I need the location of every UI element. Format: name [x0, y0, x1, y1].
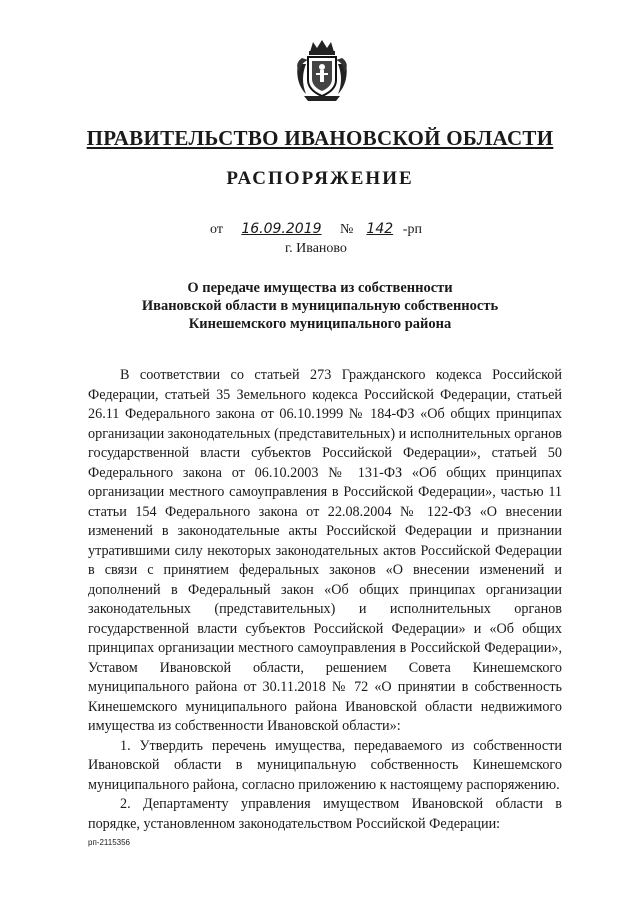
date-prefix: от — [210, 222, 223, 237]
item-2-paragraph: 2. Департаменту управления имуществом Ивановской области в порядке, установленном законодательством Российской Федерации: — [88, 796, 562, 832]
subject-line-1: О передаче имущества из собственности — [187, 280, 453, 296]
subject-line-2: Ивановской области в муниципальную собственность — [141, 298, 499, 314]
city-label: г. Иваново — [285, 241, 347, 256]
item-1-paragraph: 1. Утвердить перечень имущества, передаваемого из собственности Ивановской области в муниципальную собственность Кинешемского муниципального района, согласно приложению к настоящему распоряжению. — [88, 737, 562, 793]
document-subject — [0, 279, 640, 333]
ivanovo-coat-of-arms-icon — [294, 38, 350, 102]
registration-line — [210, 221, 422, 238]
document-body — [88, 366, 562, 834]
document-code: рп-2115356 — [88, 838, 130, 847]
preamble-paragraph: В соответствии со статьей 273 Гражданского кодекса Российской Федерации, статьей 35 Земельного кодекса Российской Федерации, статьей 26.11 Федерального закона от 06.10.1999 № 184-ФЗ «Об общих принципах организации законодательных (представительных) и исполнительных органов государственной власти субъектов Российской Федерации», статьей 50 Федерального закона от 06.10.2003 № 131-ФЗ «Об общих принципах организации местного самоуправления в Российской Федерации», частью 11 статьи 154 Федерального закона от 22.08.2004 № 122-ФЗ «О внесении изменений в законодательные акты Российской Федерации и признании утратившими силу некоторых законодательных актов Российской Федерации в связи с принятием федеральных законов «О внесении изменений и дополнений в Федеральный закон «Об общих принципах организации законодательных (представительных) и исполнительных органов государственной власти субъектов Российской Федерации» и «Об общих принципах организации местного самоуправления в Российской Федерации», Уставом Ивановской области, решением Совета Кинешемского муниципального района от 30.11.2018 № 72 «О принятии в собственность Кинешемского муниципального района Ивановской области недвижимого имущества из собственности Ивановской области»: — [88, 367, 562, 734]
handwritten-date: 16.09.2019 — [241, 221, 322, 237]
subject-line-3: Кинешемского муниципального района — [188, 316, 452, 332]
government-title: ПРАВИТЕЛЬСТВО ИВАНОВСКОЙ ОБЛАСТИ — [86, 126, 554, 150]
document-kind-title: РАСПОРЯЖЕНИЕ — [226, 168, 414, 189]
number-suffix: -рп — [402, 222, 422, 237]
number-sign: № — [339, 222, 354, 237]
handwritten-number: 142 — [366, 221, 394, 237]
